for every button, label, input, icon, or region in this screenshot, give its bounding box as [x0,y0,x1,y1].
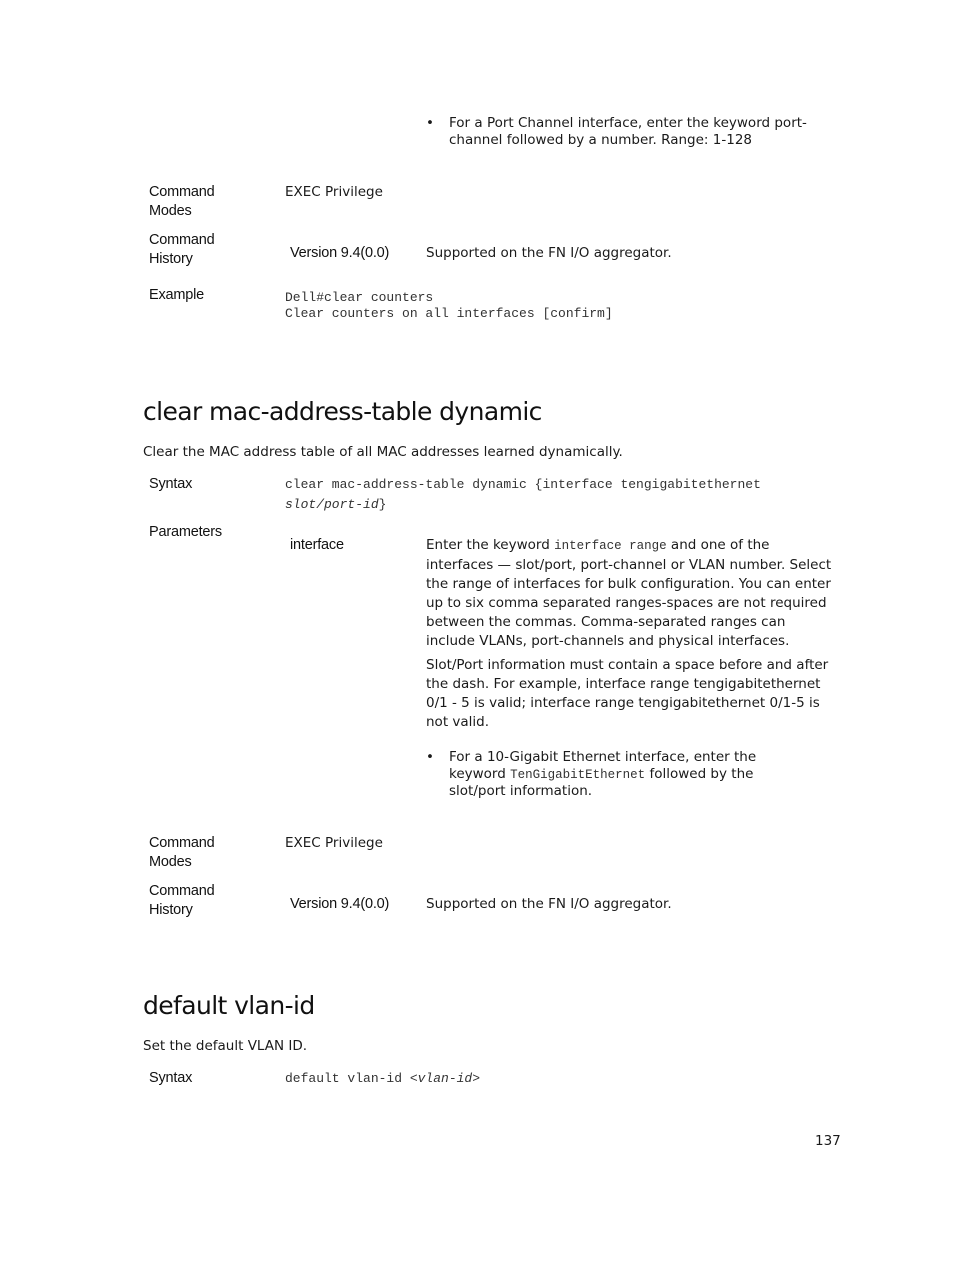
command-modes-label: Command Modes [149,184,215,219]
syntax-code-start: clear mac-address-table dynamic {interface tengigabitethernet [285,477,761,492]
parameters-label: Parameters [149,524,222,540]
bullet-text: For a 10-Gigabit Ethernet interface, enter the keyword [449,749,757,782]
syntax-code-end: > [472,1071,481,1086]
history-version: Version 9.4(0.0) [290,245,390,261]
syntax-code [285,475,825,515]
page-number: 137 [815,1133,841,1149]
example-code [285,290,613,322]
bullet-code: TenGigabitEthernet [510,767,646,782]
section-title: clear mac-address-table dynamic [143,397,542,426]
bullet-marker: • [426,749,434,765]
param-name: interface [290,537,344,553]
syntax-code-italic: slot/port-id [285,497,379,512]
tengig-bullet-text [449,749,814,800]
param-description-2: Slot/Port information must contain a space before and after the dash. For example, interface range tengigabitethernet 0/1 - 5 is valid; interface range tengigabitethernet 0/1-5 is not valid. [426,657,829,730]
command-modes-value: EXEC Privilege [285,184,383,200]
syntax-code [285,1069,480,1088]
command-modes-label: Command Modes [149,835,215,870]
syntax-code-start: default vlan-id < [285,1071,418,1086]
param-text: Enter the keyword [426,537,550,553]
bullet-marker: • [426,115,434,131]
param-text: and one of the interfaces — slot/port, port-channel or VLAN number. Select the range of interfaces for bulk configuration. You can enter up to six comma separated ranges-spaces are not required between the commas. Comma-separated ranges can include VLANs, port-channels and physical interfaces. [426,537,832,649]
syntax-code-end: } [378,497,387,512]
command-history-label: Command History [149,232,215,267]
section-title: default vlan-id [143,991,315,1020]
command-modes-value: EXEC Privilege [285,835,383,851]
bullet-text: followed by the slot/port information. [449,765,754,799]
section-description: Set the default VLAN ID. [143,1038,308,1054]
param-code: interface range [554,539,667,553]
example-label: Example [149,287,205,303]
section-description: Clear the MAC address table of all MAC addresses learned dynamically. [143,444,623,460]
example-line: Clear counters on all interfaces [confirm] [285,306,613,321]
history-version: Version 9.4(0.0) [290,896,390,912]
history-description: Supported on the FN I/O aggregator. [426,896,672,912]
syntax-label: Syntax [149,476,193,492]
param-description-1 [426,536,832,651]
history-description: Supported on the FN I/O aggregator. [426,245,672,261]
port-channel-bullet-text: For a Port Channel interface, enter the keyword port-channel followed by a number. Range: 1-128 [449,115,807,148]
syntax-label: Syntax [149,1070,193,1086]
example-line: Dell#clear counters [285,290,434,305]
syntax-code-italic: vlan-id [417,1071,473,1086]
command-history-label: Command History [149,883,215,918]
